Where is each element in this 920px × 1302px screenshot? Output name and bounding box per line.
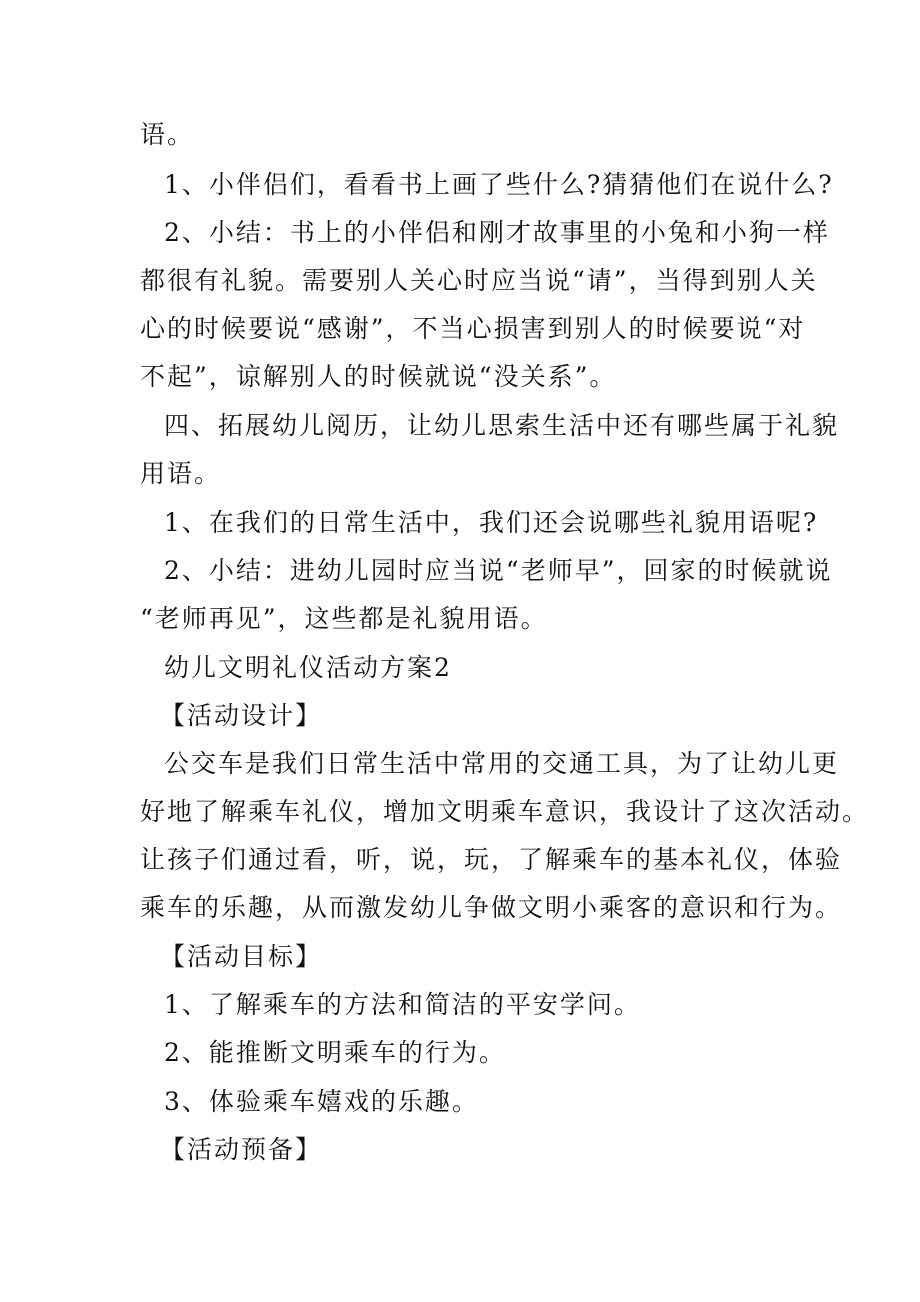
paragraph-line: 语。 [140,120,195,149]
list-item: 2、能推断文明乘车的行为。 [164,1038,506,1067]
section-heading: 【活动目标】 [160,942,323,971]
section-heading: 四、拓展幼儿阅历，让幼儿思索生活中还有哪些属于礼貌 [164,411,840,440]
paragraph-line: 让孩子们通过看，听，说，玩，了解乘车的基本礼仪，体验 [140,845,843,874]
paragraph-line: 不起”，谅解别人的时候就说“没关系”。 [140,362,617,391]
paragraph-line: 好地了解乘车礼仪，增加文明乘车意识，我设计了这次活动。 [140,797,870,826]
paragraph-line: 都很有礼貌。需要别人关心时应当说“请”，当得到别人关 [140,266,818,295]
paragraph-line: 心的时候要说“感谢”，不当心损害到别人的时候要说“对 [140,314,806,343]
paragraph-line: “老师再见”，这些都是礼貌用语。 [140,604,548,633]
section-heading: 【活动设计】 [160,701,323,730]
document-title: 幼儿文明礼仪活动方案2 [164,653,452,682]
list-item: 1、小伴侣们，看看书上画了些什么?猜猜他们在说什么? [164,170,834,199]
section-heading: 【活动预备】 [160,1135,323,1164]
list-item: 3、体验乘车嬉戏的乐趣。 [164,1087,479,1116]
paragraph-line: 用语。 [140,459,222,488]
list-item: 1、在我们的日常生活中，我们还会说哪些礼貌用语呢? [164,508,819,537]
list-item: 1、了解乘车的方法和简洁的平安学问。 [164,990,641,1019]
list-item: 2、小结：进幼儿园时应当说“老师早”，回家的时候就说 [164,556,833,585]
paragraph-line: 公交车是我们日常生活中常用的交通工具，为了让幼儿更 [164,749,840,778]
list-item: 2、小结：书上的小伴侣和刚才故事里的小兔和小狗一样 [164,218,830,247]
paragraph-line: 乘车的乐趣，从而激发幼儿争做文明小乘客的意识和行为。 [140,893,843,922]
